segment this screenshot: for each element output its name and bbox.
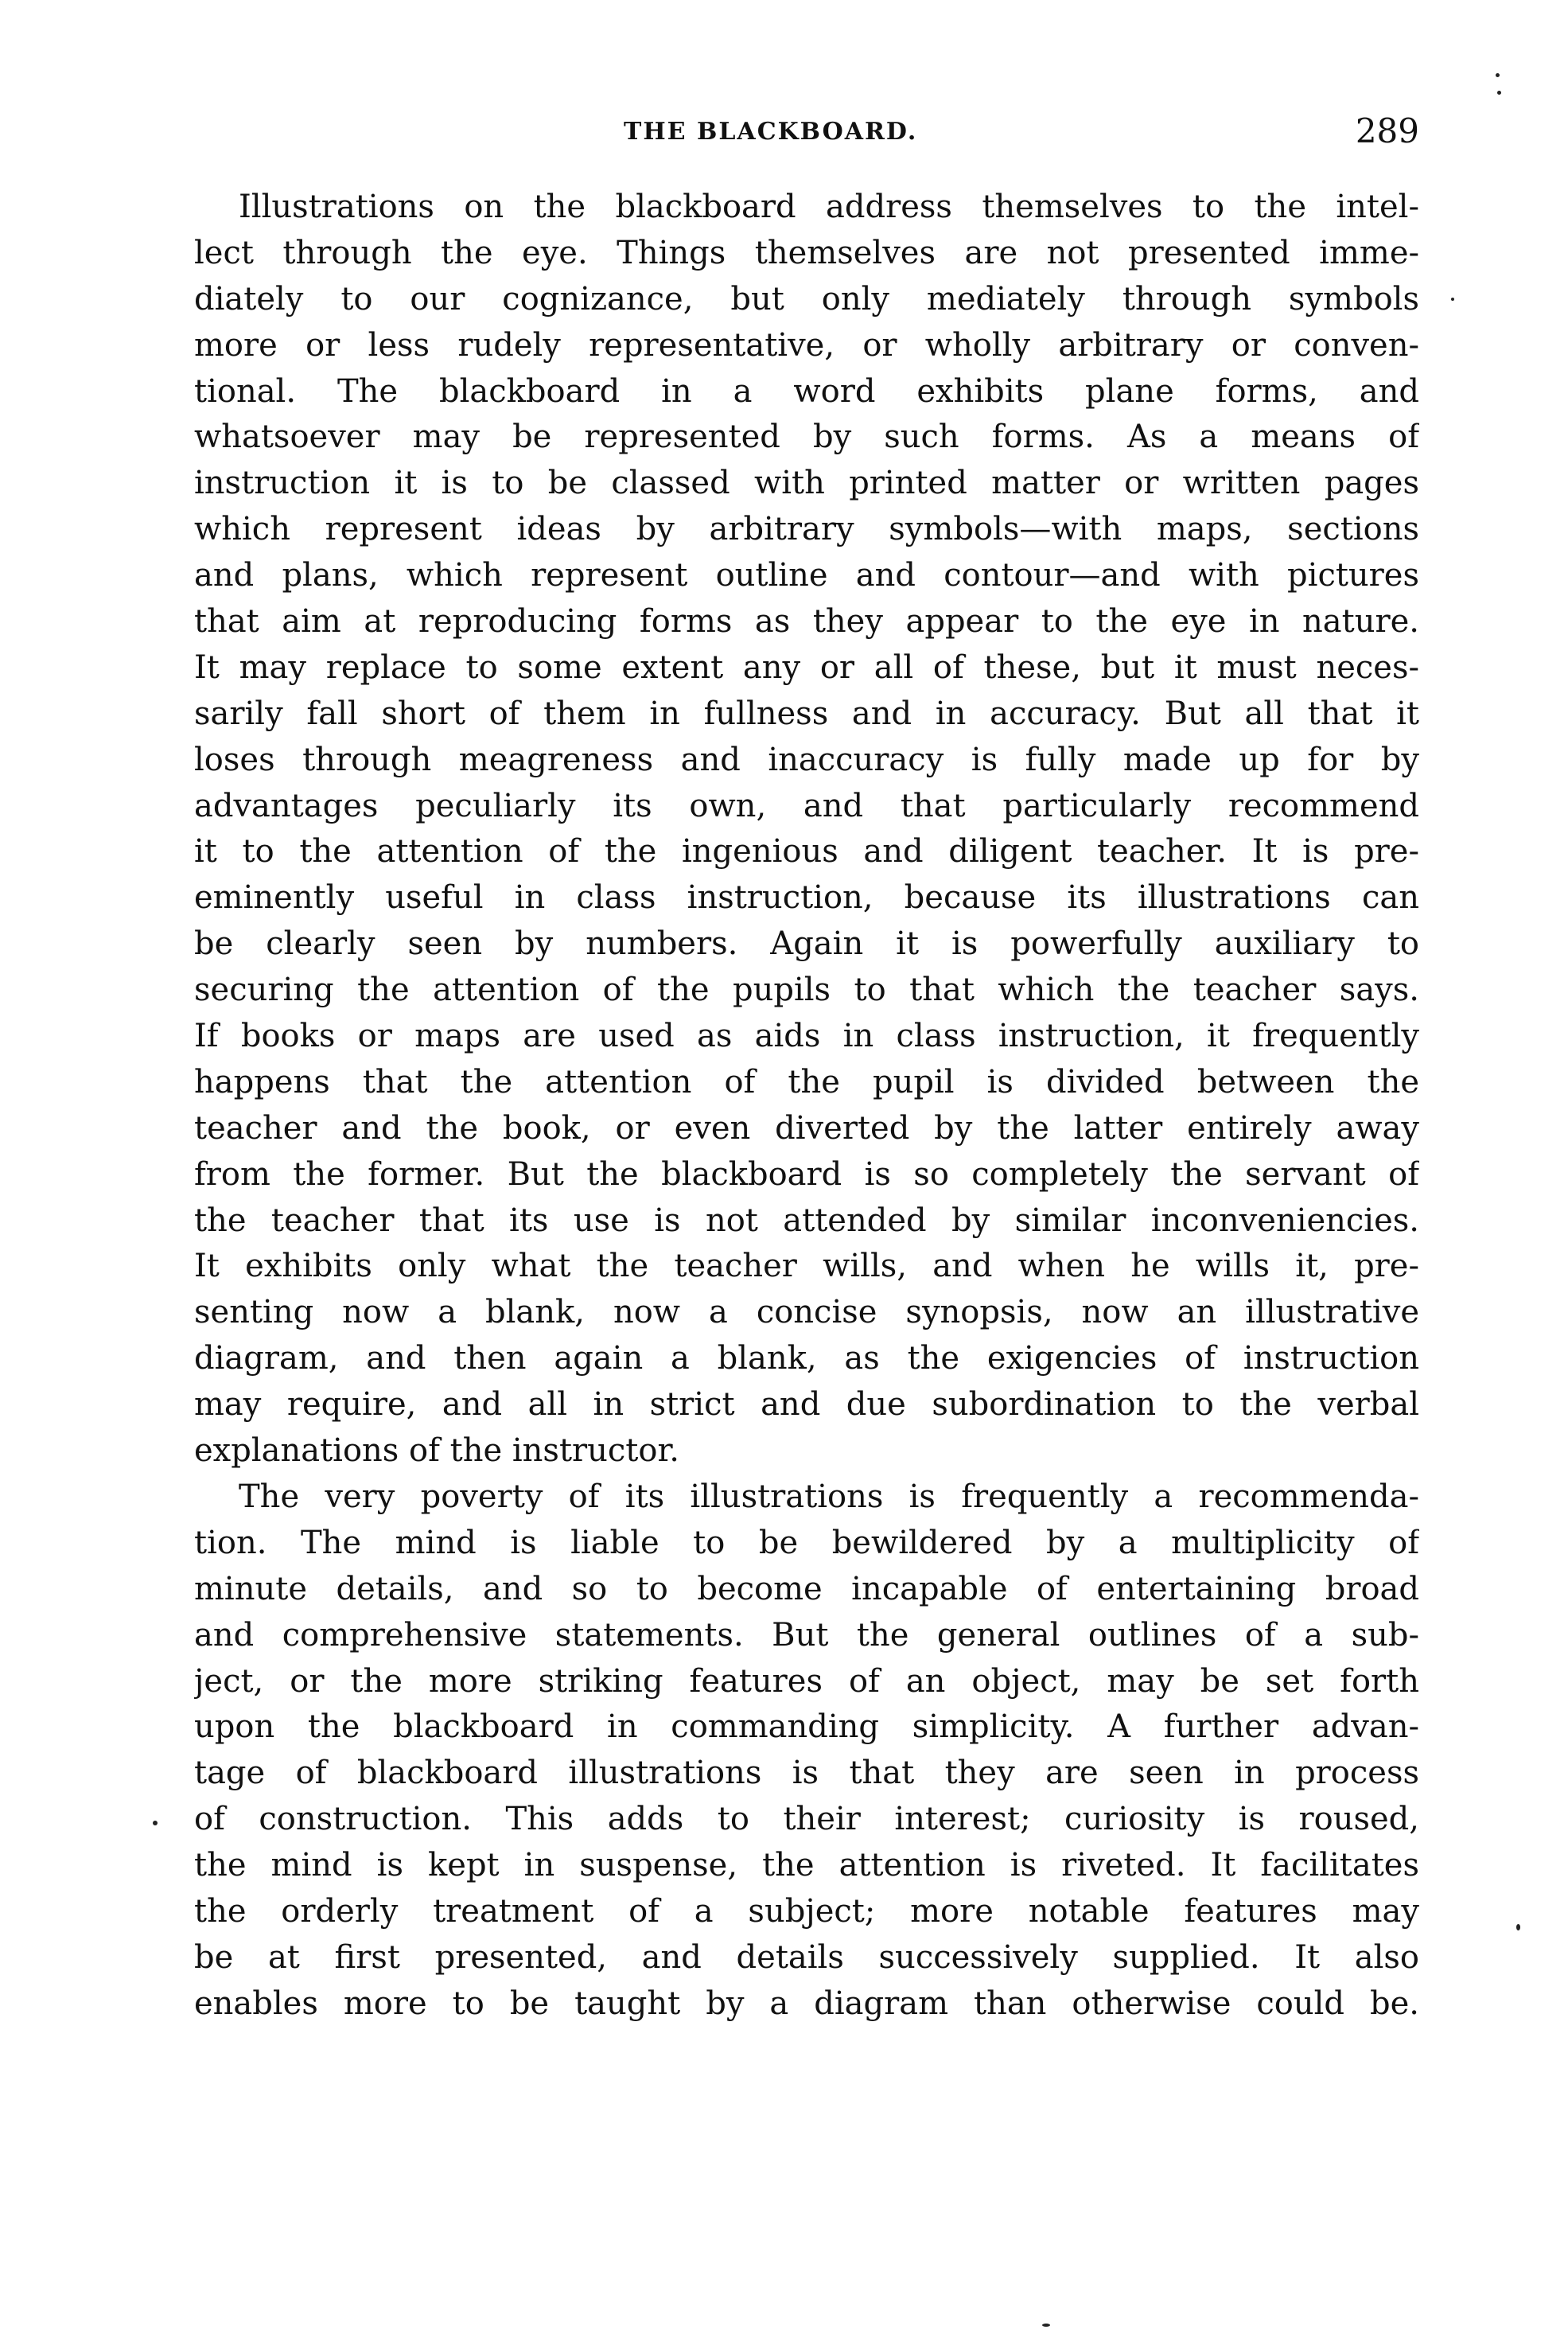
text-line: If books or maps are used as aids in class instruction, it frequently bbox=[194, 1018, 1419, 1055]
text-line: sarily fall short of them in fullness and in accuracy. But all that it bbox=[194, 695, 1419, 732]
text-line: be at first presented, and details successively supplied. It also bbox=[194, 1938, 1419, 1976]
text-line: and comprehensive statements. But the general outlines of a sub- bbox=[194, 1616, 1419, 1654]
text-line: upon the blackboard in commanding simplicity. A further advan- bbox=[194, 1708, 1419, 1746]
ink-speck bbox=[153, 1821, 158, 1825]
text-line: enables more to be taught by a diagram than otherwise could be. bbox=[194, 1985, 1419, 2022]
text-line: senting now a blank, now a concise synopsis, now an illustrative bbox=[194, 1294, 1419, 1331]
text-line: the orderly treatment of a subject; more notable features may bbox=[194, 1892, 1419, 1930]
text-line: and plans, which represent outline and contour—and with pictures bbox=[194, 557, 1419, 594]
text-line: loses through meagreness and inaccuracy is fully made up for by bbox=[194, 741, 1419, 778]
text-line: The very poverty of its illustrations is frequently a recommenda- bbox=[239, 1478, 1419, 1515]
text-line: of construction. This adds to their interest; curiosity is roused, bbox=[194, 1801, 1419, 1838]
paragraph-2 bbox=[194, 1474, 1419, 2028]
text-line: tional. The blackboard in a word exhibits plane forms, and bbox=[194, 372, 1419, 410]
text-line: securing the attention of the pupils to that which the teacher says. bbox=[194, 972, 1419, 1009]
text-line: lect through the eye. Things themselves are not presented imme- bbox=[194, 234, 1419, 271]
text-line: tion. The mind is liable to be bewildered by a multiplicity of bbox=[194, 1524, 1419, 1561]
ink-speck bbox=[1497, 91, 1501, 95]
text-line: ject, or the more striking features of an object, may be set forth bbox=[194, 1662, 1419, 1700]
page-number: 289 bbox=[1355, 111, 1419, 150]
text-line: may require, and all in strict and due subordination to the verbal bbox=[194, 1386, 1419, 1424]
text-line: more or less rudely representative, or wholly arbitrary or conven- bbox=[194, 326, 1419, 364]
text-line: tage of blackboard illustrations is that they are seen in process bbox=[194, 1755, 1419, 1792]
running-title: THE BLACKBOARD. bbox=[624, 118, 918, 146]
text-line: It may replace to some extent any or all of these, but it must neces- bbox=[194, 649, 1419, 686]
running-head bbox=[194, 111, 1419, 159]
body-text bbox=[194, 185, 1419, 2028]
text-line: the teacher that its use is not attended by similar inconveniencies. bbox=[194, 1202, 1419, 1239]
text-line: advantages peculiarly its own, and that particularly recommend bbox=[194, 787, 1419, 824]
text-line: instruction it is to be classed with printed matter or written pages bbox=[194, 465, 1419, 502]
ink-speck bbox=[1451, 298, 1454, 301]
text-line: from the former. But the blackboard is so completely the servant of bbox=[194, 1155, 1419, 1193]
text-line: Illustrations on the blackboard address themselves to the intel- bbox=[239, 189, 1419, 225]
ink-speck bbox=[1496, 73, 1500, 77]
paragraph-1 bbox=[194, 185, 1419, 1474]
text-line: diagram, and then again a blank, as the exigencies of instruction bbox=[194, 1340, 1419, 1377]
text-line: It exhibits only what the teacher wills, and when he wills it, pre- bbox=[194, 1248, 1419, 1285]
text-line: eminently useful in class instruction, because its illustrations can bbox=[194, 879, 1419, 917]
text-line: whatsoever may be represented by such forms. As a means of bbox=[194, 419, 1419, 456]
text-line: which represent ideas by arbitrary symbols—with maps, sections bbox=[194, 511, 1419, 548]
text-line: diately to our cognizance, but only mediately through symbols bbox=[194, 280, 1419, 317]
ink-speck bbox=[1042, 2324, 1050, 2327]
ink-speck bbox=[1516, 1924, 1520, 1930]
text-line: it to the attention of the ingenious and diligent teacher. It is pre- bbox=[194, 833, 1419, 871]
text-line: happens that the attention of the pupil is divided between the bbox=[194, 1063, 1419, 1100]
text-line: teacher and the book, or even diverted by the latter entirely away bbox=[194, 1109, 1419, 1147]
text-line: that aim at reproducing forms as they appear to the eye in nature. bbox=[194, 603, 1419, 641]
text-line: the mind is kept in suspense, the attention is riveted. It facilitates bbox=[194, 1847, 1419, 1884]
text-line: minute details, and so to become incapable of entertaining broad bbox=[194, 1570, 1419, 1607]
text-line: explanations of the instructor. bbox=[194, 1432, 679, 1470]
text-line: be clearly seen by numbers. Again it is powerfully auxiliary to bbox=[194, 925, 1419, 963]
